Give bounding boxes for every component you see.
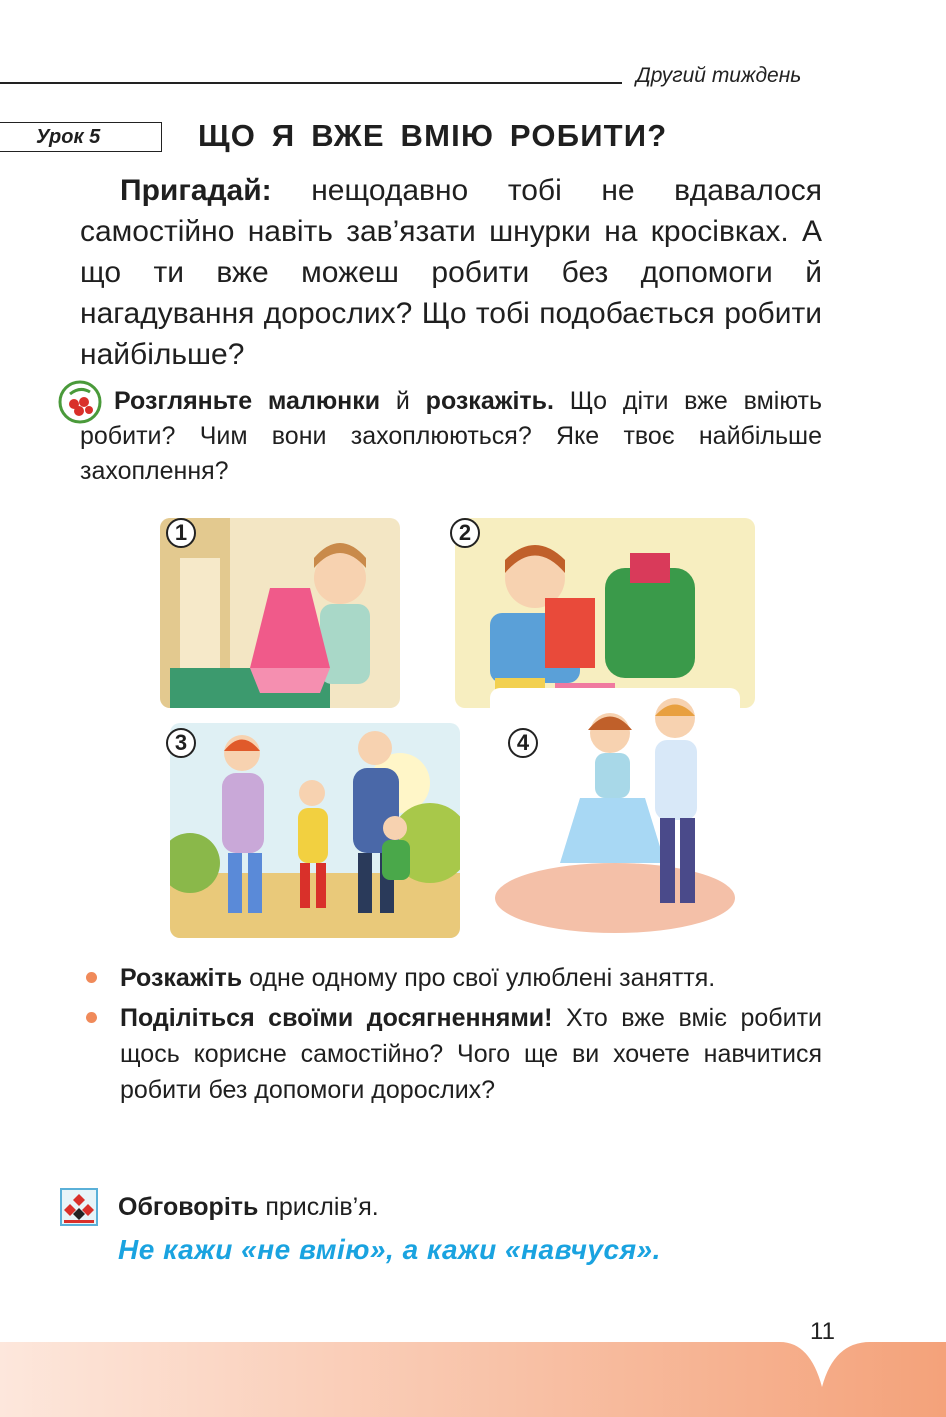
picture-number-2: 2 bbox=[450, 518, 480, 548]
bullet-bold: Розкажіть bbox=[120, 964, 243, 992]
intro-text: нещодавно тобі не вдавалося самостійно навіть зав’язати шнурки на кросівках. А що ти вже можеш робити без допомоги й нагадування дорослих? Що тобі подобається робити найбільше? bbox=[80, 174, 822, 371]
bullet-list bbox=[80, 960, 822, 1112]
picture-number-1: 1 bbox=[166, 518, 196, 548]
task-text: Що діти вже вміють робити? Чим вони захоплюються? Яке твоє найбільше захоплення? bbox=[80, 387, 822, 485]
bullet-item-1 bbox=[80, 960, 822, 996]
proverb: Не кажи «не вмію», а кажи «навчуся». bbox=[118, 1234, 661, 1265]
picture-number-4: 4 bbox=[508, 728, 538, 758]
task-bold-2: розкажіть. bbox=[425, 387, 554, 415]
lesson-label: Урок 5 bbox=[0, 122, 162, 152]
task-bold-1: Розгляньте малюнки bbox=[114, 387, 381, 415]
illustration-dancing-kids bbox=[490, 688, 740, 938]
task-mid: й bbox=[380, 387, 426, 415]
discuss-line bbox=[118, 1190, 379, 1224]
embroidery-icon bbox=[60, 1188, 98, 1226]
intro-paragraph bbox=[80, 170, 822, 375]
bullet-text: одне одному про свої улюблені заняття. bbox=[242, 964, 716, 992]
illustrations bbox=[160, 508, 760, 938]
header-rule bbox=[0, 82, 622, 84]
bullet-text: Хто вже вміє робити щось корисне самостійно? Чого ще ви хочете навчитися робити без допомоги дорослих? bbox=[120, 1004, 822, 1104]
picture-number-3: 3 bbox=[166, 728, 196, 758]
page-number: 11 bbox=[810, 1318, 835, 1345]
discuss-text: прислів’я. bbox=[258, 1193, 379, 1221]
illustration-boy-book bbox=[455, 518, 755, 708]
lesson-title: ЩО Я ВЖЕ ВМІЮ РОБИТИ? bbox=[198, 118, 668, 153]
discuss-bold: Обговоріть bbox=[118, 1193, 259, 1221]
bullet-bold: Поділіться своїми досягненнями! bbox=[120, 1004, 553, 1032]
week-label: Другий тиждень bbox=[636, 64, 802, 87]
illustration-girl-dress bbox=[160, 518, 400, 708]
intro-lead: Пригадай: bbox=[120, 174, 272, 207]
task-paragraph bbox=[80, 384, 822, 489]
footer-band bbox=[0, 1342, 946, 1417]
illustration-family-walk bbox=[170, 723, 460, 938]
bullet-item-2 bbox=[80, 1000, 822, 1108]
